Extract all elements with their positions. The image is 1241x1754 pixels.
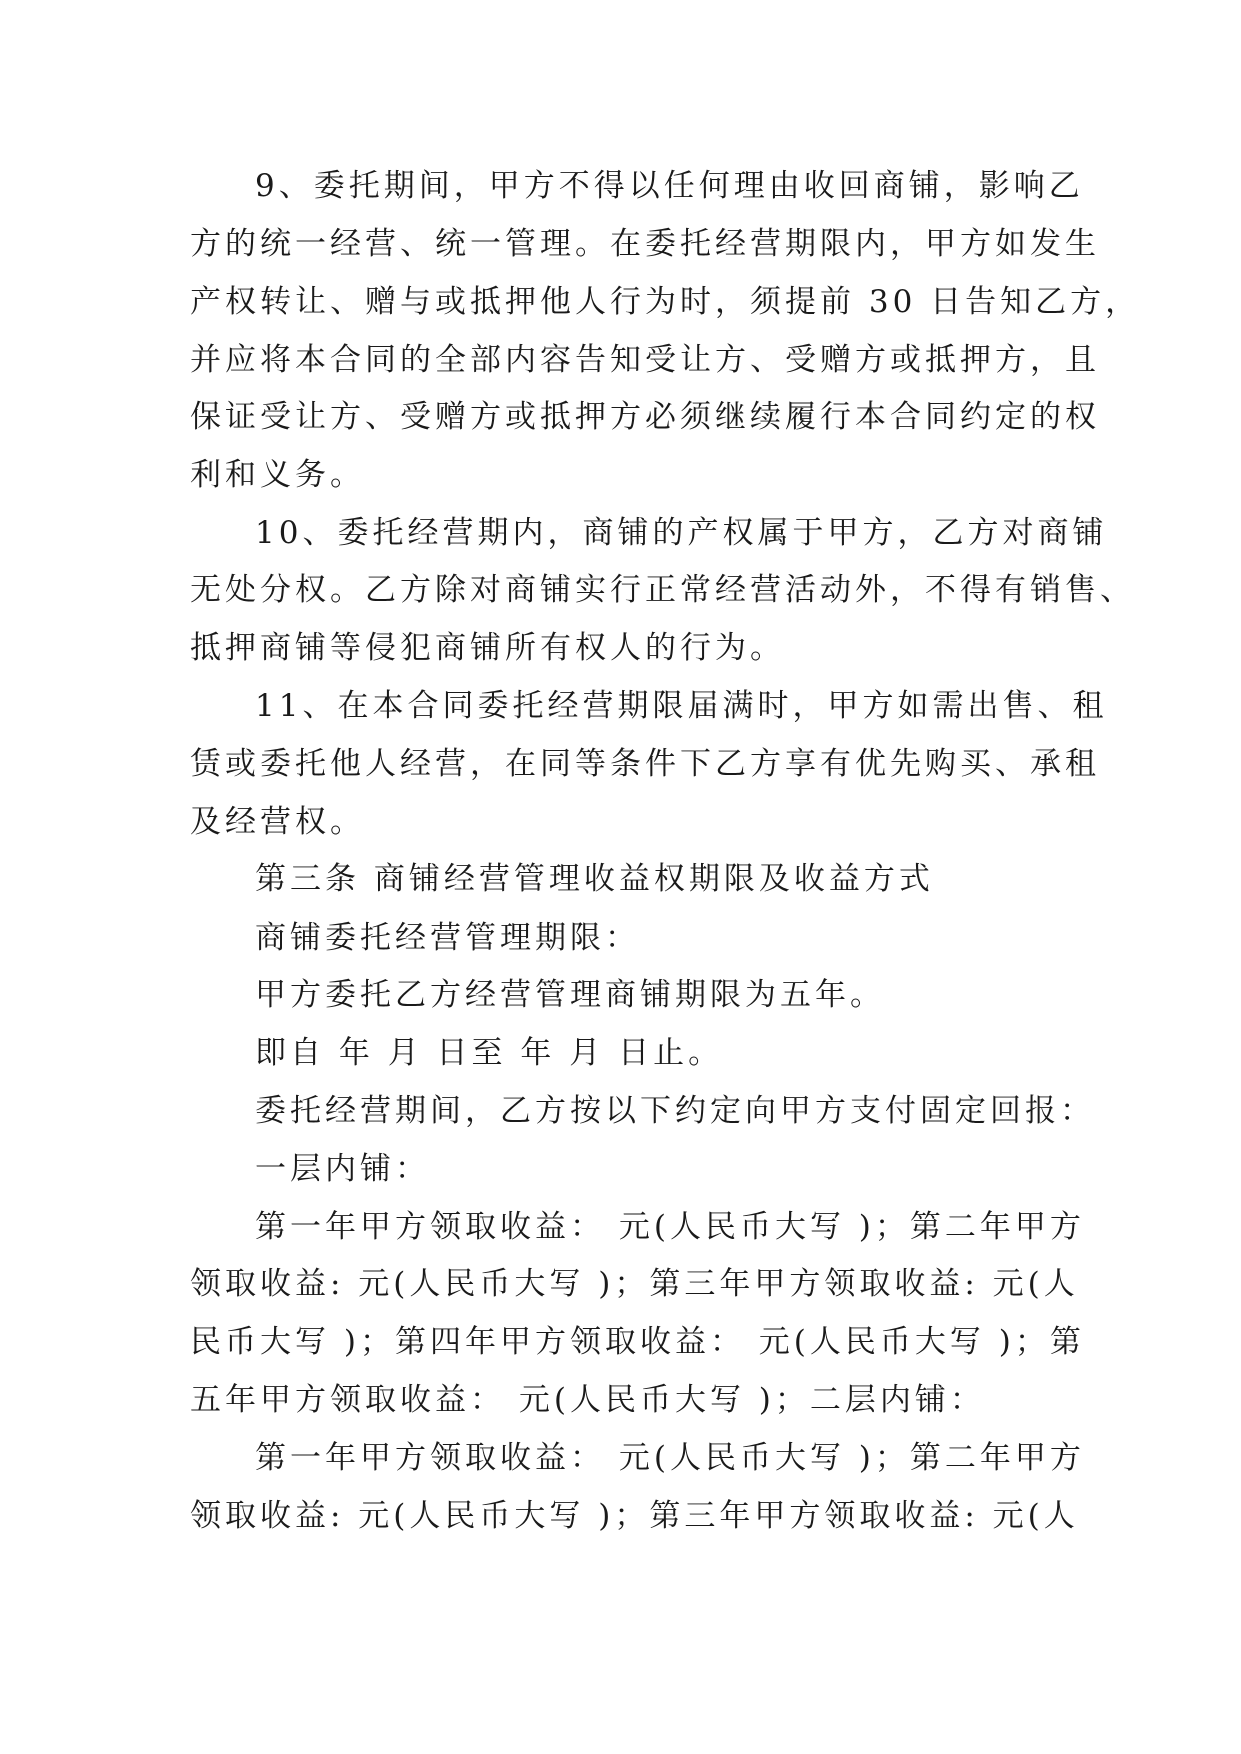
section-heading: 第三条 商铺经营管理收益权期限及收益方式 [255,861,934,897]
text-line: 五年甲方领取收益： 元(人民币大写 )；二层内铺： [190,1382,985,1418]
text-line: 10、委托经营期内，商铺的产权属于甲方，乙方对商铺 [255,515,1108,551]
text-line: 委托经营期间，乙方按以下约定向甲方支付固定回报： [255,1093,1095,1129]
text-line: 抵押商铺等侵犯商铺所有权人的行为。 [190,630,785,666]
text-line: 并应将本合同的全部内容告知受让方、受赠方或抵押方，且 [190,342,1100,378]
text-line: 赁或委托他人经营，在同等条件下乙方享有优先购买、承租 [190,746,1100,782]
text-line: 即自 年 月 日至 年 月 日止。 [255,1035,724,1071]
text-line: 产权转让、赠与或抵押他人行为时，须提前 30 日告知乙方， [190,284,1141,320]
text-line: 保证受让方、受赠方或抵押方必须继续履行本合同约定的权 [190,399,1100,435]
text-line: 商铺委托经营管理期限： [255,920,640,956]
text-line: 利和义务。 [190,457,365,493]
text-line: 领取收益: 元(人民币大写 )；第三年甲方领取收益: 元(人 [190,1266,1079,1302]
text-line: 第一年甲方领取收益： 元(人民币大写 )；第二年甲方 [255,1440,1085,1476]
text-line: 民币大写 )；第四年甲方领取收益： 元(人民币大写 )；第 [190,1324,1085,1360]
text-line: 第一年甲方领取收益： 元(人民币大写 )；第二年甲方 [255,1209,1085,1245]
text-line: 方的统一经营、统一管理。在委托经营期限内，甲方如发生 [190,226,1100,262]
text-line: 甲方委托乙方经营管理商铺期限为五年。 [255,977,885,1013]
text-line: 领取收益: 元(人民币大写 )；第三年甲方领取收益: 元(人 [190,1498,1079,1534]
text-line: 无处分权。乙方除对商铺实行正常经营活动外，不得有销售、 [190,572,1135,608]
text-line: 9、委托期间，甲方不得以任何理由收回商铺，影响乙 [255,168,1084,204]
text-line: 11、在本合同委托经营期限届满时，甲方如需出售、租 [255,688,1108,724]
text-line: 及经营权。 [190,804,365,840]
text-line: 一层内铺： [255,1151,430,1187]
